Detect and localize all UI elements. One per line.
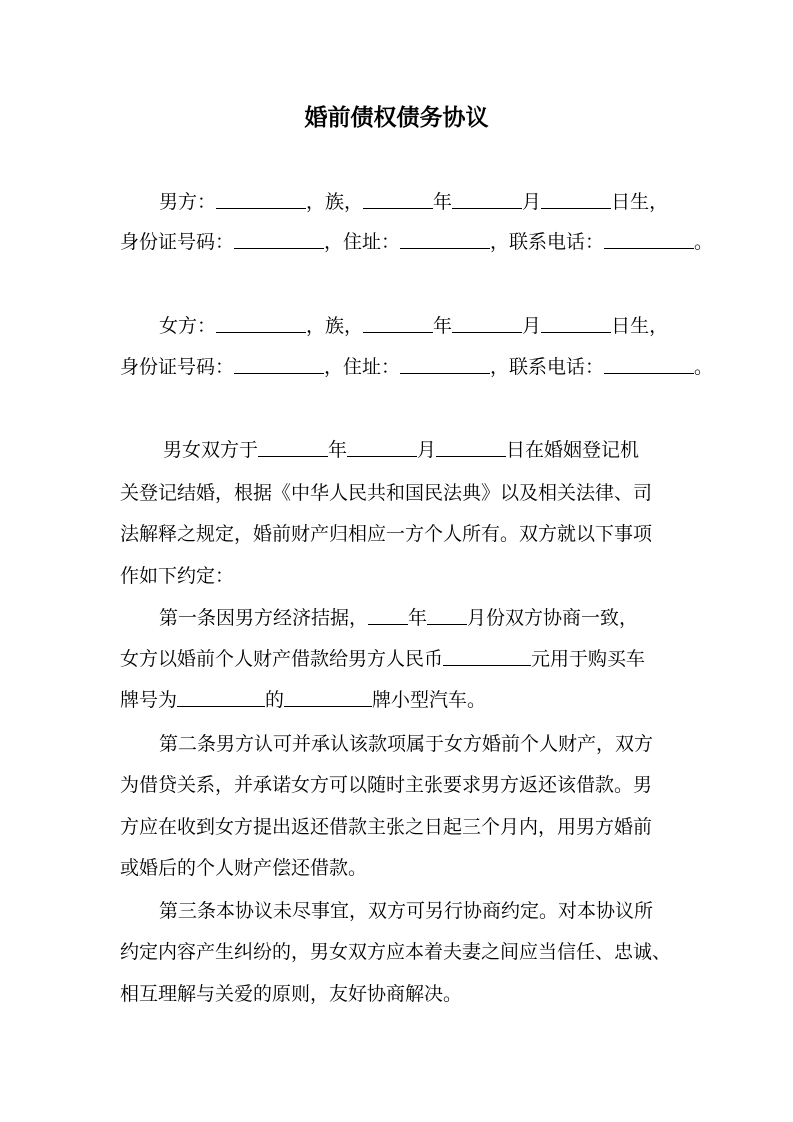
female-phone-blank[interactable]: [604, 353, 694, 374]
loan-year-blank[interactable]: [368, 604, 408, 625]
period: 。: [694, 231, 714, 253]
intro-day-tail: 日在婚姻登记机: [506, 439, 640, 461]
marriage-day-blank[interactable]: [436, 436, 506, 457]
article-3-line-1: 第三条本协议未尽事宜，双方可另行协商约定。对本协议所: [159, 900, 654, 922]
female-birth-day-blank[interactable]: [541, 312, 611, 333]
id-label: 身份证号码：: [120, 231, 235, 253]
male-birth-year-blank[interactable]: [363, 188, 433, 209]
loan-month-blank[interactable]: [427, 604, 467, 625]
plate-number-blank[interactable]: [177, 686, 265, 707]
year-label: 年: [433, 191, 453, 213]
year-label: 年: [328, 439, 348, 461]
male-label: 男方：: [159, 191, 217, 213]
article-1-lead: 第一条因男方经济拮据，: [159, 607, 369, 629]
nation-label: ，族，: [306, 315, 364, 337]
female-birth-month-blank[interactable]: [452, 312, 522, 333]
article-1-line-1: [159, 604, 680, 632]
male-line-2: [120, 228, 714, 256]
article-1-line-2-lead: 女方以婚前个人财产借款给男方人民币: [120, 648, 444, 670]
day-born-label: 日生，: [611, 315, 669, 337]
month-label: 月: [522, 191, 542, 213]
female-id-blank[interactable]: [234, 353, 324, 374]
loan-amount-blank[interactable]: [443, 645, 531, 666]
male-birth-day-blank[interactable]: [541, 188, 611, 209]
article-2-line-4: 或婚后的个人财产偿还借款。: [120, 857, 368, 879]
intro-line-1: [163, 436, 680, 464]
car-brand-blank[interactable]: [284, 686, 372, 707]
female-line-2: [120, 353, 714, 381]
phone-label: ，联系电话：: [490, 356, 605, 378]
day-born-label: 日生，: [611, 191, 669, 213]
intro-line-3: 法解释之规定，婚前财产归相应一方个人所有。双方就以下事项: [120, 523, 653, 545]
address-label: ，住址：: [324, 231, 401, 253]
article-1-line-3-lead: 牌号为: [120, 689, 178, 711]
address-label: ，住址：: [324, 356, 401, 378]
article-1-line-3: [120, 686, 680, 714]
month-label: 月: [522, 315, 542, 337]
male-phone-blank[interactable]: [604, 228, 694, 249]
female-line-1: [159, 312, 680, 340]
marriage-year-blank[interactable]: [258, 436, 328, 457]
female-birth-year-blank[interactable]: [363, 312, 433, 333]
male-address-blank[interactable]: [400, 228, 490, 249]
article-1-line-2: [120, 645, 680, 673]
id-label: 身份证号码：: [120, 356, 235, 378]
male-line-1: [159, 188, 680, 216]
month-label: 月: [417, 439, 437, 461]
male-birth-month-blank[interactable]: [452, 188, 522, 209]
article-1-line-2-tail: 元用于购买车: [531, 648, 646, 670]
marriage-month-blank[interactable]: [347, 436, 417, 457]
article-2-line-2: 为借贷关系，并承诺女方可以随时主张要求男方返还该借款。男: [120, 774, 653, 796]
article-1-month-tail: 月份双方协商一致，: [467, 607, 639, 629]
female-address-blank[interactable]: [400, 353, 490, 374]
period: 。: [694, 356, 714, 378]
male-id-blank[interactable]: [234, 228, 324, 249]
nation-label: ，族，: [306, 191, 364, 213]
article-1-line-3-tail: 牌小型汽车。: [372, 689, 487, 711]
female-label: 女方：: [159, 315, 217, 337]
year-label: 年: [408, 607, 428, 629]
article-3-line-2: 约定内容产生纠纷的，男女双方应本着夫妻之间应当信任、忠诚、: [120, 941, 672, 963]
article-2-line-1: 第二条男方认可并承认该款项属于女方婚前个人财产，双方: [159, 733, 654, 755]
intro-line-4: 作如下约定：: [120, 565, 235, 587]
article-1-line-3-mid: 的: [265, 689, 285, 711]
article-3-line-3: 相互理解与关爱的原则，友好协商解决。: [120, 983, 463, 1005]
article-2-line-3: 方应在收到女方提出返还借款主张之日起三个月内，用男方婚前: [120, 816, 653, 838]
female-name-blank[interactable]: [216, 312, 306, 333]
document-title: 婚前债权债务协议: [304, 105, 489, 131]
intro-lead: 男女双方于: [163, 439, 259, 461]
year-label: 年: [433, 315, 453, 337]
intro-line-2: 关登记结婚，根据《中华人民共和国民法典》以及相关法律、司: [120, 482, 653, 504]
male-name-blank[interactable]: [216, 188, 306, 209]
phone-label: ，联系电话：: [490, 231, 605, 253]
